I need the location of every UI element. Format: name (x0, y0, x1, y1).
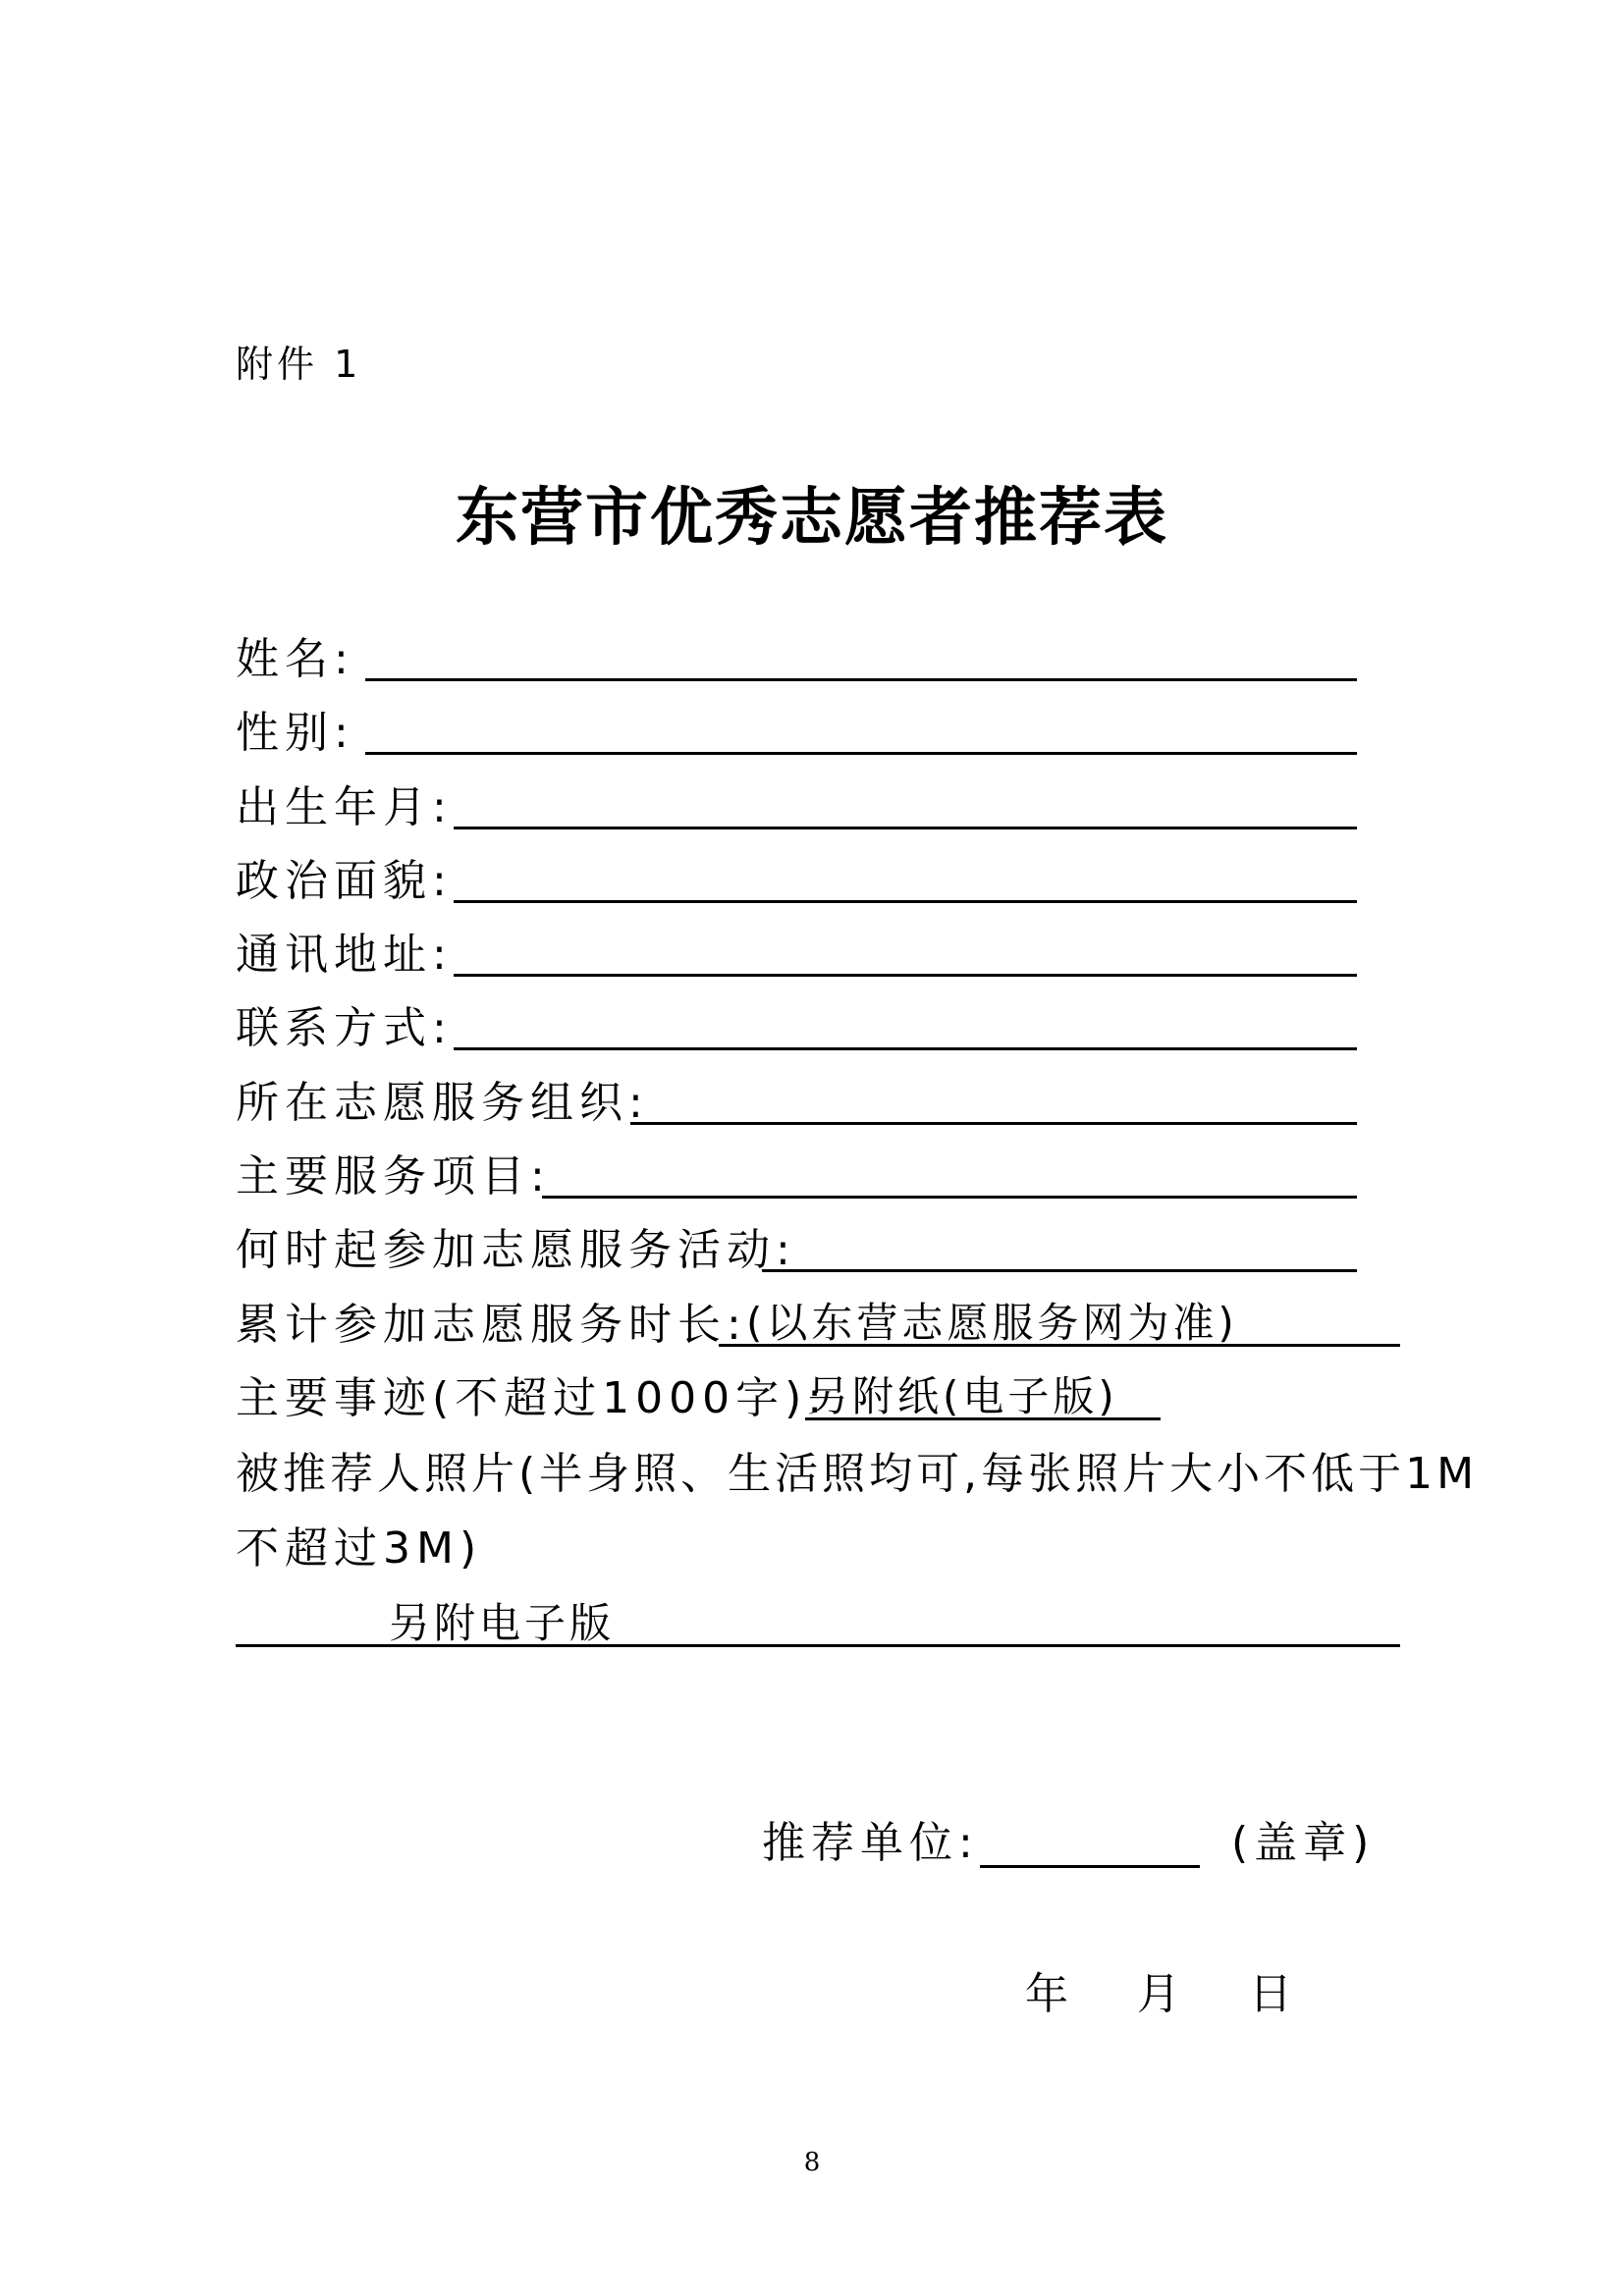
deeds-input-line[interactable] (805, 1417, 1161, 1420)
photo-note: 另附电子版 (389, 1599, 616, 1647)
contact-label: 联系方式: (236, 1003, 453, 1053)
political-input-line[interactable] (454, 900, 1357, 903)
hours-field (236, 1294, 747, 1353)
photo-input-line[interactable] (236, 1644, 1400, 1647)
start-time-field (236, 1219, 796, 1278)
address-label: 通讯地址: (236, 930, 453, 980)
gender-input-line[interactable] (365, 752, 1357, 755)
project-input-line[interactable] (542, 1196, 1357, 1199)
political-field (236, 850, 453, 909)
name-field (236, 628, 354, 687)
hours-note: (以东营志愿服务网为准) (746, 1299, 1238, 1347)
name-label: 姓名: (236, 634, 354, 684)
contact-input-line[interactable] (454, 1047, 1357, 1050)
date-year-label: 年 (1025, 1969, 1074, 2019)
photo-label-line2: 不超过3M) (236, 1523, 483, 1574)
date-month-label: 月 (1137, 1969, 1186, 2019)
gender-field (236, 702, 354, 761)
hours-label: 累计参加志愿服务时长: (236, 1300, 747, 1350)
name-input-line[interactable] (365, 678, 1357, 681)
birth-input-line[interactable] (454, 827, 1357, 829)
hours-input-line[interactable] (719, 1344, 1400, 1347)
start-time-input-line[interactable] (762, 1269, 1357, 1272)
attachment-label: 附件 1 (236, 343, 362, 386)
political-label: 政治面貌: (236, 856, 453, 906)
organization-input-line[interactable] (630, 1122, 1357, 1125)
deeds-note: 另附纸(电子版) (807, 1372, 1118, 1420)
recommend-unit-label: 推荐单位: (762, 1818, 979, 1868)
date-day-label: 日 (1249, 1969, 1298, 2019)
address-field (236, 924, 453, 983)
project-label: 主要服务项目: (236, 1151, 551, 1201)
seal-label: (盖章) (1231, 1818, 1376, 1868)
contact-field (236, 997, 453, 1056)
page-number: 8 (803, 2148, 821, 2177)
organization-field (236, 1072, 649, 1131)
photo-label-line1: 被推荐人照片(半身照、生活照均可,每张照片大小不低于1M (236, 1449, 1479, 1499)
deeds-field (236, 1367, 828, 1426)
gender-label: 性别: (236, 708, 354, 758)
birth-field (236, 776, 453, 835)
start-time-label: 何时起参加志愿服务活动: (236, 1225, 796, 1275)
project-field (236, 1146, 551, 1204)
deeds-label: 主要事迹(不超过1000字): (236, 1373, 829, 1423)
page-title: 东营市优秀志愿者推荐表 (456, 481, 1168, 555)
recommend-unit-input-line[interactable] (980, 1865, 1200, 1868)
birth-label: 出生年月: (236, 782, 453, 832)
address-input-line[interactable] (454, 974, 1357, 977)
organization-label: 所在志愿服务组织: (236, 1078, 649, 1128)
